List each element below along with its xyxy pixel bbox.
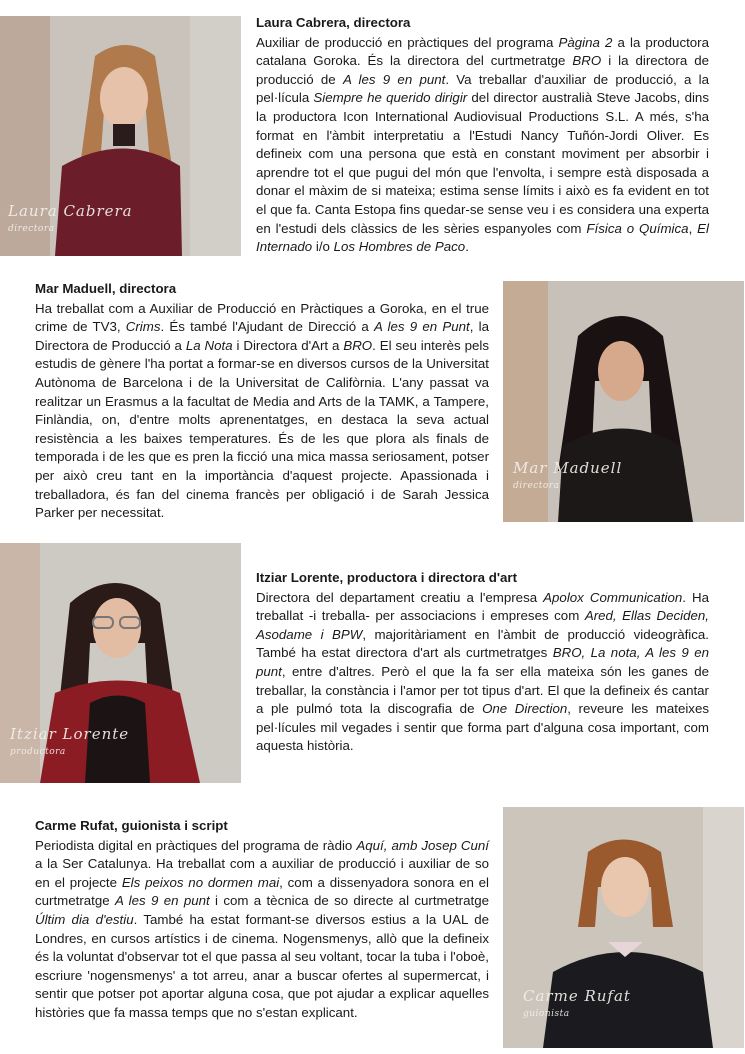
- italic-title: A les 9 en punt: [114, 893, 210, 909]
- signature-role: productora: [10, 747, 66, 757]
- italic-title: BRO, La nota, A les 9 en punt: [256, 645, 710, 679]
- italic-title: Apolox Communication: [543, 589, 683, 605]
- text-run: del director australià Steve Jacobs, dins la productora Icon International Audiovisual Productions S.L. A més, s'ha format en l'àmbit interpretatiu a l'Estudi Nancy Tuñón-Jordi Oliver. Es defineix com una persona que està en constant moviment per absorbir i aprendre tot el que pugui del món que l'envolta, i sempre està disposada a donar el màxim de si mateixa; estima sense límits i això es fa evident en tot el que fa. Canta Estopa fins quedar-se sense veu i es considera una experta en l'estudi dels clàssics de les sèries espanyoles com: [256, 90, 709, 236]
- text-run: . És també l'Ajudant de Direcció a: [160, 319, 374, 335]
- text-run: i/o: [312, 239, 334, 255]
- profile-bio-itziar: [256, 569, 709, 756]
- text-run: . El seu interès pels estudis de gènere l'ha portat a formar-se en diversos cursos de la Universitat Autònoma de Barcelona i de la Universitat de Califòrnia. L'any passat va realitzar un Erasmus a la facultat de Media and Arts de la TAMK, a Tampere, Finlàndia, on, d'entre molts aprenentatges, en destaca la seva actual resistència a les baixes temperatures. És de les que plora als finals de temporada i de les que es pren la ficció una mica massa seriosament, potser per això creu tant en la importància d'aquest projecte. Apassionada i treballadora, és fan del cinema francès per obligació i de Sarah Jessica Parker per necessitat.: [35, 337, 489, 521]
- italic-title: Los Hombres de Paco: [333, 239, 466, 255]
- profile-photo-carme: [503, 807, 744, 1048]
- italic-title: Ared, Ellas Deciden, Asodame i BPW: [256, 608, 709, 642]
- text-run: . Ha treballat -i treballa- per associacions i empreses com: [256, 589, 710, 624]
- text-run: .: [465, 239, 469, 255]
- italic-title: El Internado: [256, 220, 709, 255]
- profile-photo-itziar: [0, 543, 241, 783]
- italic-title: Crims: [125, 319, 161, 335]
- text-run: Auxiliar de producció en pràctiques del programa: [256, 34, 559, 50]
- signature-name: Mar Maduell: [513, 459, 623, 477]
- text-run: , com a dissenyadora sonora en el curtmetratge: [35, 874, 489, 909]
- profile-text: [35, 300, 489, 523]
- text-run: ,: [688, 220, 698, 236]
- profile-heading: Itziar Lorente, productora i directora d'art: [256, 570, 518, 585]
- italic-title: BRO: [572, 53, 602, 69]
- text-run: Ha treballat com a Auxiliar de Producció en Pràctiques a Goroka, en el true crime de TV3,: [35, 300, 489, 335]
- profile-photo-laura: [0, 16, 241, 256]
- text-run: , la Directora de Producció a: [35, 319, 489, 353]
- text-run: , entre d'altres. Però el que la fa ser ella mateixa són les ganes de treballar, la constància i l'amor per tot tipus d'art. El que la defineix és cantar a ple pulmó tota la discografia de: [256, 663, 709, 717]
- italic-title: A les 9 en punt: [342, 71, 446, 87]
- profile-heading: Laura Cabrera, directora: [256, 15, 411, 30]
- italic-title: One Direction: [482, 701, 568, 717]
- italic-title: Siempre he querido dirigir: [313, 90, 468, 106]
- text-run: a la productora catalana Goroka. És la directora del curtmetratge: [256, 34, 710, 69]
- profile-photo-mar: [503, 281, 744, 522]
- signature-role: directora: [8, 224, 55, 234]
- profile-bio-mar: [35, 280, 489, 523]
- text-run: , majoritàriament en l'àmbit de producció videogràfica. També ha estat directora d'art als curtmetratges: [256, 626, 709, 661]
- signature-role: guionista: [523, 1009, 570, 1019]
- text-run: i com a tècnica de so directe al curtmetratge: [209, 893, 489, 909]
- profile-text: [256, 34, 709, 257]
- text-run: . Va treballar d'auxiliar de producció, a la pel·lícula: [256, 71, 710, 106]
- italic-title: Últim dia d'estiu: [35, 911, 134, 927]
- italic-title: Aquí, amb Josep Cuní: [356, 837, 489, 853]
- profile-text: [256, 589, 709, 756]
- profile-heading: Carme Rufat, guionista i script: [35, 818, 228, 833]
- italic-title: A les 9 en Punt: [373, 319, 470, 335]
- italic-title: Física o Química: [586, 220, 689, 236]
- text-run: . També ha estat formant-se diversos estius a la UAL de Londres, en cursos artístics i de cinema. Nogensmenys, allò que la defineix és la voluntat d'observar tot el que passa al seu voltant, tocar la tuba i l'oboè, escriure 'nogensmenys' a tot arreu, anar a buscar ofertes al supermercat, i sentir que potser pot aportar alguna cosa, que pot ajudar a explicar aquelles històries que fa massa temps que no s'estan explicant.: [35, 911, 489, 1020]
- italic-title: La Nota: [185, 337, 233, 353]
- text-run: Periodista digital en pràctiques del programa de ràdio: [35, 837, 357, 853]
- text-run: Directora del departament creatiu a l'empresa: [256, 589, 544, 605]
- signature-role: directora: [513, 481, 560, 491]
- text-run: i la directora de producció de: [256, 53, 709, 87]
- text-run: , reveure les mateixes pel·lícules mil vegades i sentir que forma part d'alguna cosa important, com aquesta història.: [256, 701, 709, 754]
- italic-title: Els peixos no dormen mai: [121, 874, 280, 890]
- text-run: a la Ser Catalunya. Ha treballat com a auxiliar de producció i auxiliar de so en el projecte: [35, 856, 489, 890]
- italic-title: Pàgina 2: [558, 34, 613, 50]
- text-run: i Directora d'Art a: [232, 337, 344, 353]
- profile-text: [35, 837, 489, 1023]
- italic-title: BRO: [343, 337, 373, 353]
- profile-bio-carme: [35, 817, 489, 1023]
- signature-name: Laura Cabrera: [8, 202, 133, 220]
- profile-bio-laura: [256, 14, 709, 257]
- profile-heading: Mar Maduell, directora: [35, 281, 177, 296]
- signature-name: Itziar Lorente: [10, 725, 130, 743]
- signature-name: Carme Rufat: [523, 987, 631, 1005]
